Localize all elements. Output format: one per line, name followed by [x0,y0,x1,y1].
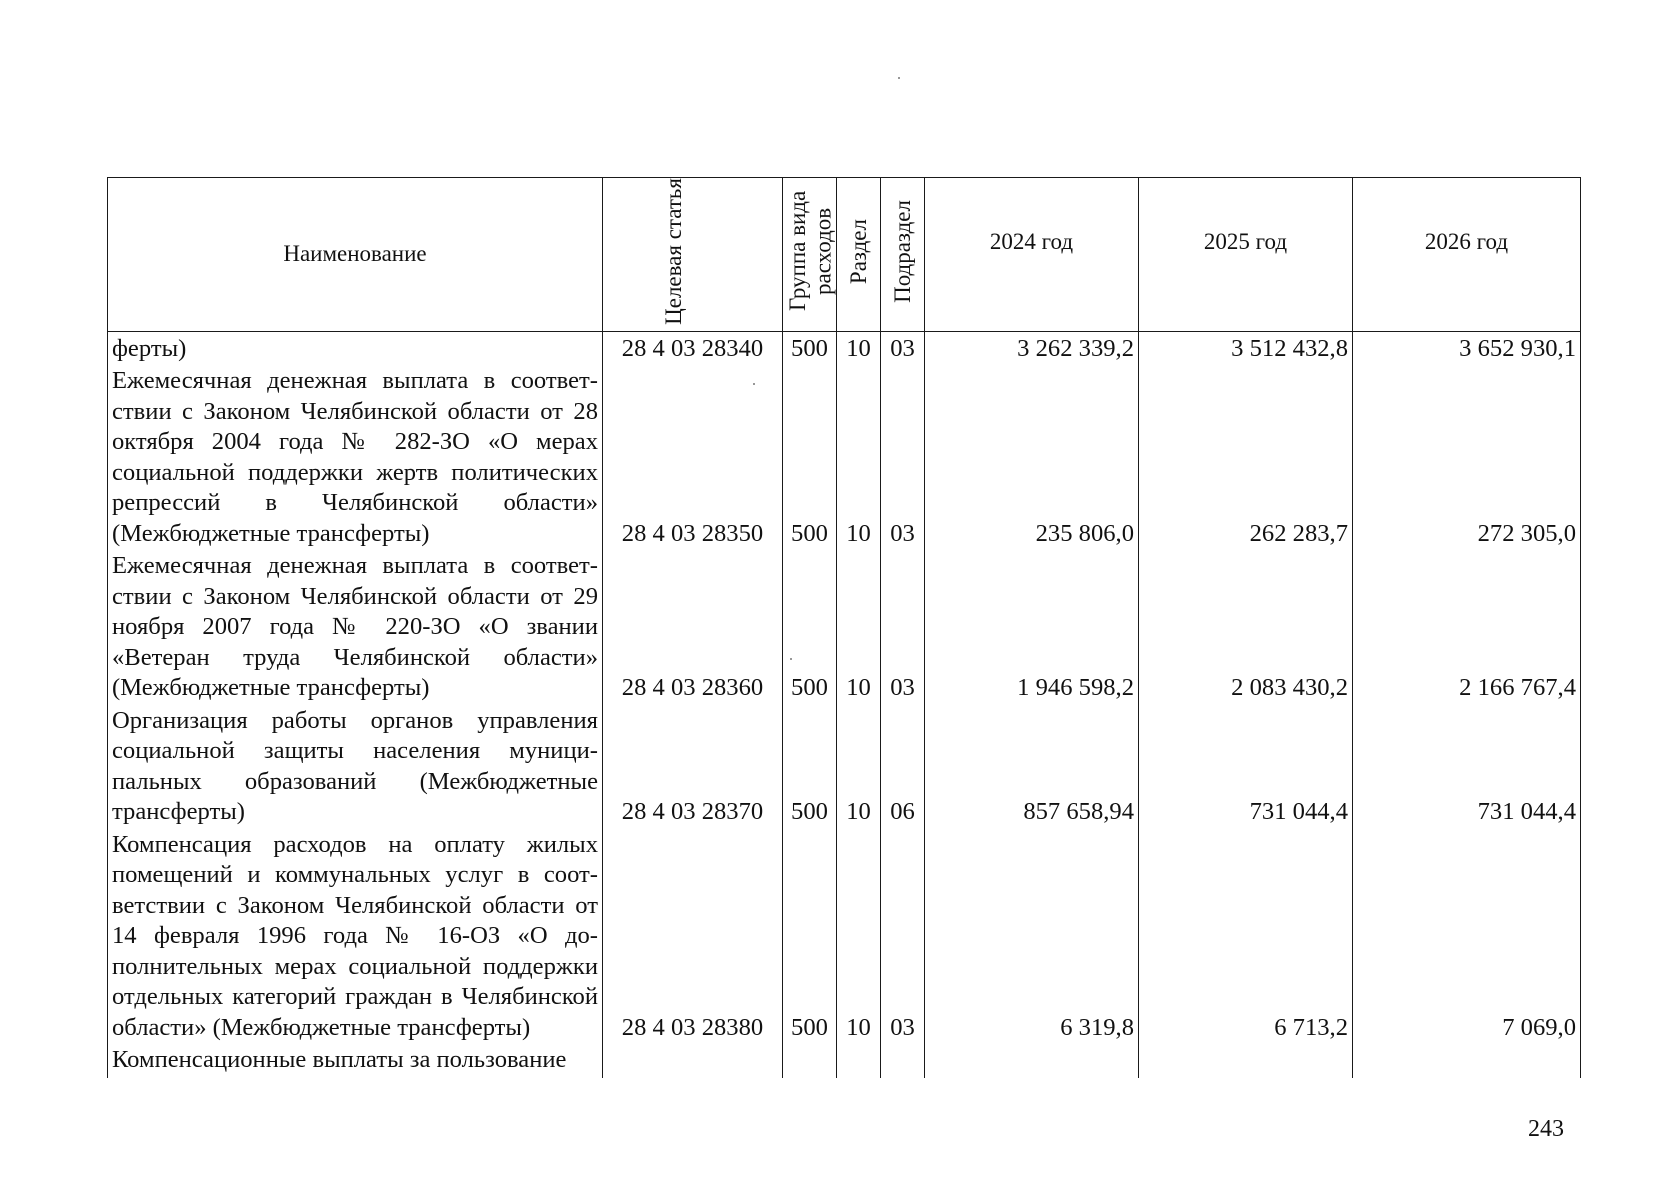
row-section: 10 [837,331,881,366]
row-target-article [603,1045,783,1078]
row-target-article: 28 4 03 28360 [603,551,783,706]
header-2025 [1139,178,1353,332]
row-amount-2026: 272 305,0 [1353,366,1581,551]
row-name: Компенсация расходов на оплату жилых помещений и коммунальных услуг в соответствии с Законом Челябинской области от 14 февраля 1996 года № 16-ОЗ «О дополнительных мерах социальной поддержки отдельных категорий граждан в Челябинской области» (Межбюджетные трансферты) [108,830,603,1046]
header-expense-group-label: Группа вида расходов [784,191,835,312]
header-2026 [1353,178,1581,332]
header-subsection-label: Подраздел [889,199,915,303]
row-section: 10 [837,830,881,1046]
row-name: Организация работы органов управления социальной защиты населения муниципальных образований (Межбюджетные трансферты) [108,706,603,830]
row-name: Ежемесячная денежная выплата в соответствии с Законом Челябинской области от 29 ноября 2007 года № 220-ЗО «О звании «Ветеран труда Челябинской области» (Межбюджетные трансферты) [108,551,603,706]
row-section [837,1045,881,1078]
row-amount-2026: 2 166 767,4 [1353,551,1581,706]
table-row [108,331,1581,366]
row-target-article: 28 4 03 28380 [603,830,783,1046]
row-amount-2025: 3 512 432,8 [1139,331,1353,366]
header-section-label: Раздел [845,218,871,284]
header-section [837,178,881,332]
budget-table [107,177,1581,1078]
row-section: 10 [837,706,881,830]
row-subsection [881,1045,925,1078]
row-amount-2026: 7 069,0 [1353,830,1581,1046]
row-amount-2024: 1 946 598,2 [925,551,1139,706]
row-amount-2026: 3 652 930,1 [1353,331,1581,366]
header-2026-label: 2026 год [1424,229,1509,255]
row-amount-2025: 2 083 430,2 [1139,551,1353,706]
row-target-article: 28 4 03 28350 [603,366,783,551]
table-row [108,830,1581,1046]
row-expense-group [783,1045,837,1078]
row-expense-group: 500 [783,830,837,1046]
header-target-article-label: Целевая статья [660,178,686,325]
row-name: Ежемесячная денежная выплата в соответствии с Законом Челябинской области от 28 октября 2004 года № 282-ЗО «О мерах социальной поддержки жертв политических репрессий в Челябинской области» (Межбюджетные трансферты) [108,366,603,551]
row-amount-2025: 6 713,2 [1139,830,1353,1046]
row-amount-2024: 235 806,0 [925,366,1139,551]
header-2024 [925,178,1139,332]
header-target-article [603,178,783,332]
scan-speck [898,77,900,79]
row-amount-2025: 262 283,7 [1139,366,1353,551]
row-name: ферты) [108,331,603,366]
row-name: Компенсационные выплаты за пользование [108,1045,603,1078]
row-subsection: 03 [881,366,925,551]
row-expense-group: 500 [783,551,837,706]
table-row [108,551,1581,706]
row-amount-2026: 731 044,4 [1353,706,1581,830]
row-section: 10 [837,551,881,706]
row-subsection: 03 [881,830,925,1046]
row-section: 10 [837,366,881,551]
row-amount-2025: 731 044,4 [1139,706,1353,830]
header-expense-group [783,178,837,332]
table-body [108,331,1581,1078]
row-expense-group: 500 [783,331,837,366]
row-target-article: 28 4 03 28370 [603,706,783,830]
table-row [108,706,1581,830]
row-expense-group: 500 [783,706,837,830]
table-row [108,1045,1581,1078]
page-number: 243 [1528,1116,1564,1142]
row-target-article: 28 4 03 28340 [603,331,783,366]
table-row [108,366,1581,551]
row-amount-2024: 857 658,94 [925,706,1139,830]
row-subsection: 03 [881,551,925,706]
row-subsection: 06 [881,706,925,830]
row-amount-2026 [1353,1045,1581,1078]
header-name-label: Наименование [283,241,427,267]
row-expense-group: 500 [783,366,837,551]
header-2025-label: 2025 год [1203,229,1288,255]
header-row [108,178,1581,332]
row-amount-2024 [925,1045,1139,1078]
header-name [108,178,603,332]
row-subsection: 03 [881,331,925,366]
row-amount-2024: 3 262 339,2 [925,331,1139,366]
row-amount-2024: 6 319,8 [925,830,1139,1046]
header-subsection [881,178,925,332]
table-header [108,178,1581,332]
row-amount-2025 [1139,1045,1353,1078]
header-2024-label: 2024 год [989,229,1074,255]
